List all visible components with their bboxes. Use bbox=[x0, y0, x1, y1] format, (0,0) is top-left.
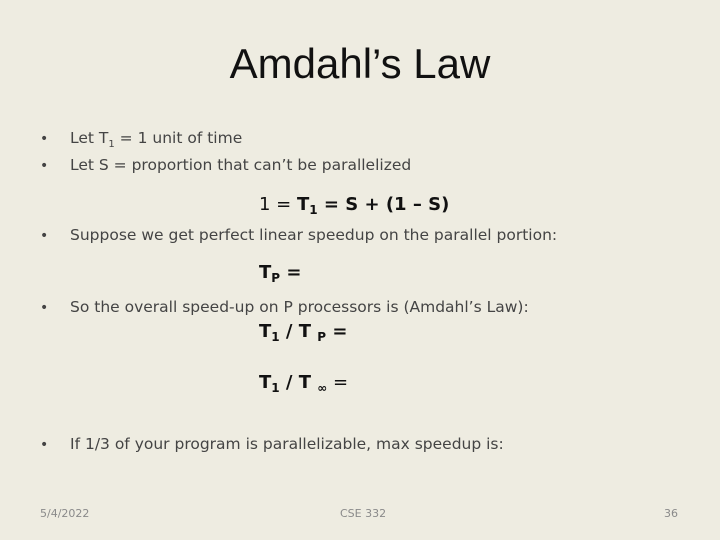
bullet-dot-icon: • bbox=[40, 158, 49, 174]
equation-t1-over-tinf bbox=[259, 372, 348, 395]
subscript: P bbox=[317, 330, 327, 344]
eq-text: = bbox=[327, 372, 349, 393]
eq-text: T bbox=[259, 262, 272, 283]
eq-text: T bbox=[259, 372, 272, 393]
footer-course: CSE 332 bbox=[340, 507, 387, 520]
slide-title: Amdahl’s Law bbox=[229, 40, 491, 87]
equation-t1 bbox=[259, 194, 449, 217]
bullet-text: Suppose we get perfect linear speedup on the parallel portion: bbox=[70, 226, 558, 244]
infinity-subscript: ∞ bbox=[317, 381, 328, 395]
subscript: 1 bbox=[309, 203, 318, 217]
subscript: 1 bbox=[108, 139, 115, 151]
bullet-text: = 1 unit of time bbox=[114, 129, 243, 147]
bullet-text: So the overall speed-up on P processors is (Amdahl’s Law): bbox=[70, 298, 529, 316]
equation-tp bbox=[259, 262, 301, 285]
bullet-dot-icon: • bbox=[40, 437, 49, 453]
subscript: 1 bbox=[271, 330, 280, 344]
bullet-let-s bbox=[40, 156, 411, 174]
bullet-dot-icon: • bbox=[40, 228, 49, 244]
eq-text: / T bbox=[279, 321, 318, 342]
eq-text: 1 = bbox=[259, 194, 297, 215]
subscript: P bbox=[271, 271, 281, 285]
bullet-let-t1 bbox=[40, 129, 242, 150]
footer-page-number: 36 bbox=[664, 507, 678, 520]
bullet-text: Let T bbox=[70, 129, 109, 147]
footer-date: 5/4/2022 bbox=[40, 507, 90, 520]
bullet-overall-speedup bbox=[40, 298, 529, 316]
eq-text: T bbox=[296, 194, 310, 215]
equation-t1-over-tp bbox=[259, 321, 347, 344]
eq-text: / T bbox=[279, 372, 318, 393]
bullet-dot-icon: • bbox=[40, 300, 49, 316]
bullet-dot-icon: • bbox=[40, 131, 49, 147]
eq-text: = bbox=[280, 262, 302, 283]
bullet-linear-speedup bbox=[40, 226, 557, 244]
bullet-one-third bbox=[40, 435, 504, 453]
bullet-text: Let S = proportion that can’t be parallelized bbox=[70, 156, 412, 174]
eq-text: = bbox=[326, 321, 348, 342]
subscript: 1 bbox=[271, 381, 280, 395]
eq-text: T bbox=[259, 321, 272, 342]
bullet-text: If 1/3 of your program is parallelizable, max speedup is: bbox=[70, 435, 504, 453]
eq-text: = S + (1 – S) bbox=[317, 194, 450, 215]
